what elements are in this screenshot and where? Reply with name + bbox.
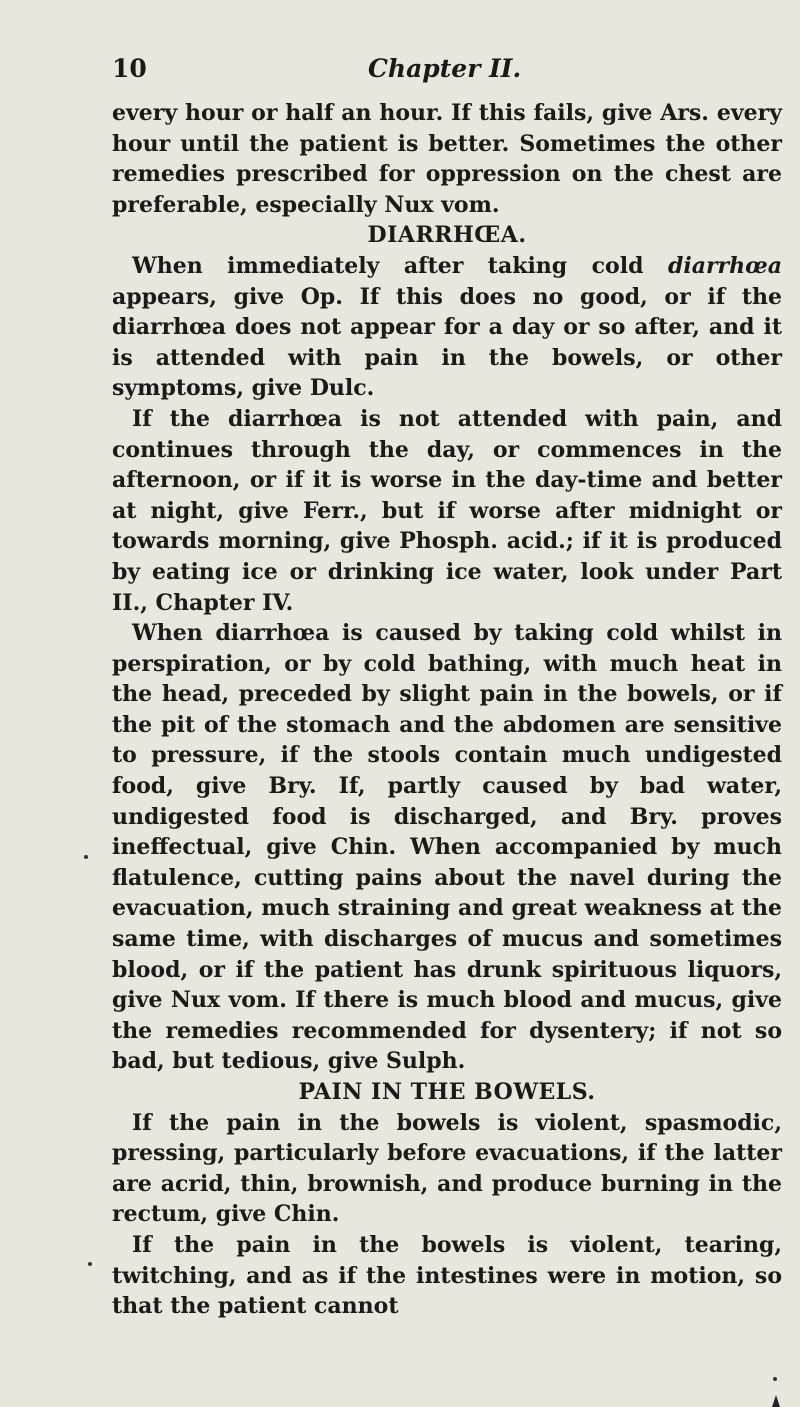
margin-speck (84, 855, 88, 859)
paragraph (112, 251, 782, 404)
section-heading-pain-in-bowels: PAIN IN THE BOWELS. (298, 1079, 596, 1105)
paragraph: If the diarrhœa is not attended with pain, and continues through the day, or commences in the afternoon, or if it is worse in the day-time and better at night, give Ferr., but if worse after midnight or towards morning, give Phosph. acid.; if it is produced by eating ice or drinking ice water, look under Part II., Chapter IV. (112, 405, 782, 616)
running-title: Chapter II. (368, 54, 522, 83)
paragraph-text: When immediately after taking cold (132, 252, 668, 279)
margin-speck (773, 1377, 777, 1381)
italic-term: diarrhœa (667, 252, 782, 279)
running-head (112, 54, 782, 88)
section-heading-diarrhoea: DIARRHŒA. (367, 222, 527, 249)
paragraph-text: appears, give Op. If this does no good, or if the diarrhœa does not appear for a day or so after, and it is attended with pain in the bowels, or other symptoms, give Dulc. (112, 283, 782, 402)
page-number: 10 (112, 54, 147, 83)
paragraph: If the pain in the bowels is violent, spasmodic, pressing, particularly before evacuations, if the latter are acrid, thin, brownish, and produce burning in the rectum, give Chin. (112, 1109, 782, 1228)
paragraph: every hour or half an hour. If this fails, give Ars. every hour until the patient is better. Sometimes the other remedies prescribed for oppression on the chest are preferable, especially Nux vom. (112, 100, 782, 218)
page-edge-tear (770, 1392, 782, 1407)
margin-speck (88, 1262, 92, 1266)
paragraph: If the pain in the bowels is violent, tearing, twitching, and as if the intestines were in motion, so that the patient cannot (112, 1231, 782, 1320)
page-body (112, 98, 782, 1322)
paragraph: When diarrhœa is caused by taking cold whilst in perspiration, or by cold bathing, with much heat in the head, preceded by slight pain in the bowels, or if the pit of the stomach and the abdomen are sensitive to pressure, if the stools contain much undigested food, give Bry. If, partly caused by bad water, undigested food is discharged, and Bry. proves ineffectual, give Chin. When accompanied by much flatulence, cutting pains about the navel during the evacuation, much straining and great weakness at the same time, with discharges of mucus and sometimes blood, or if the patient has drunk spirituous liquors, give Nux vom. If there is much blood and mucus, give the remedies recommended for dysentery; if not so bad, but tedious, give Sulph. (112, 620, 782, 1075)
